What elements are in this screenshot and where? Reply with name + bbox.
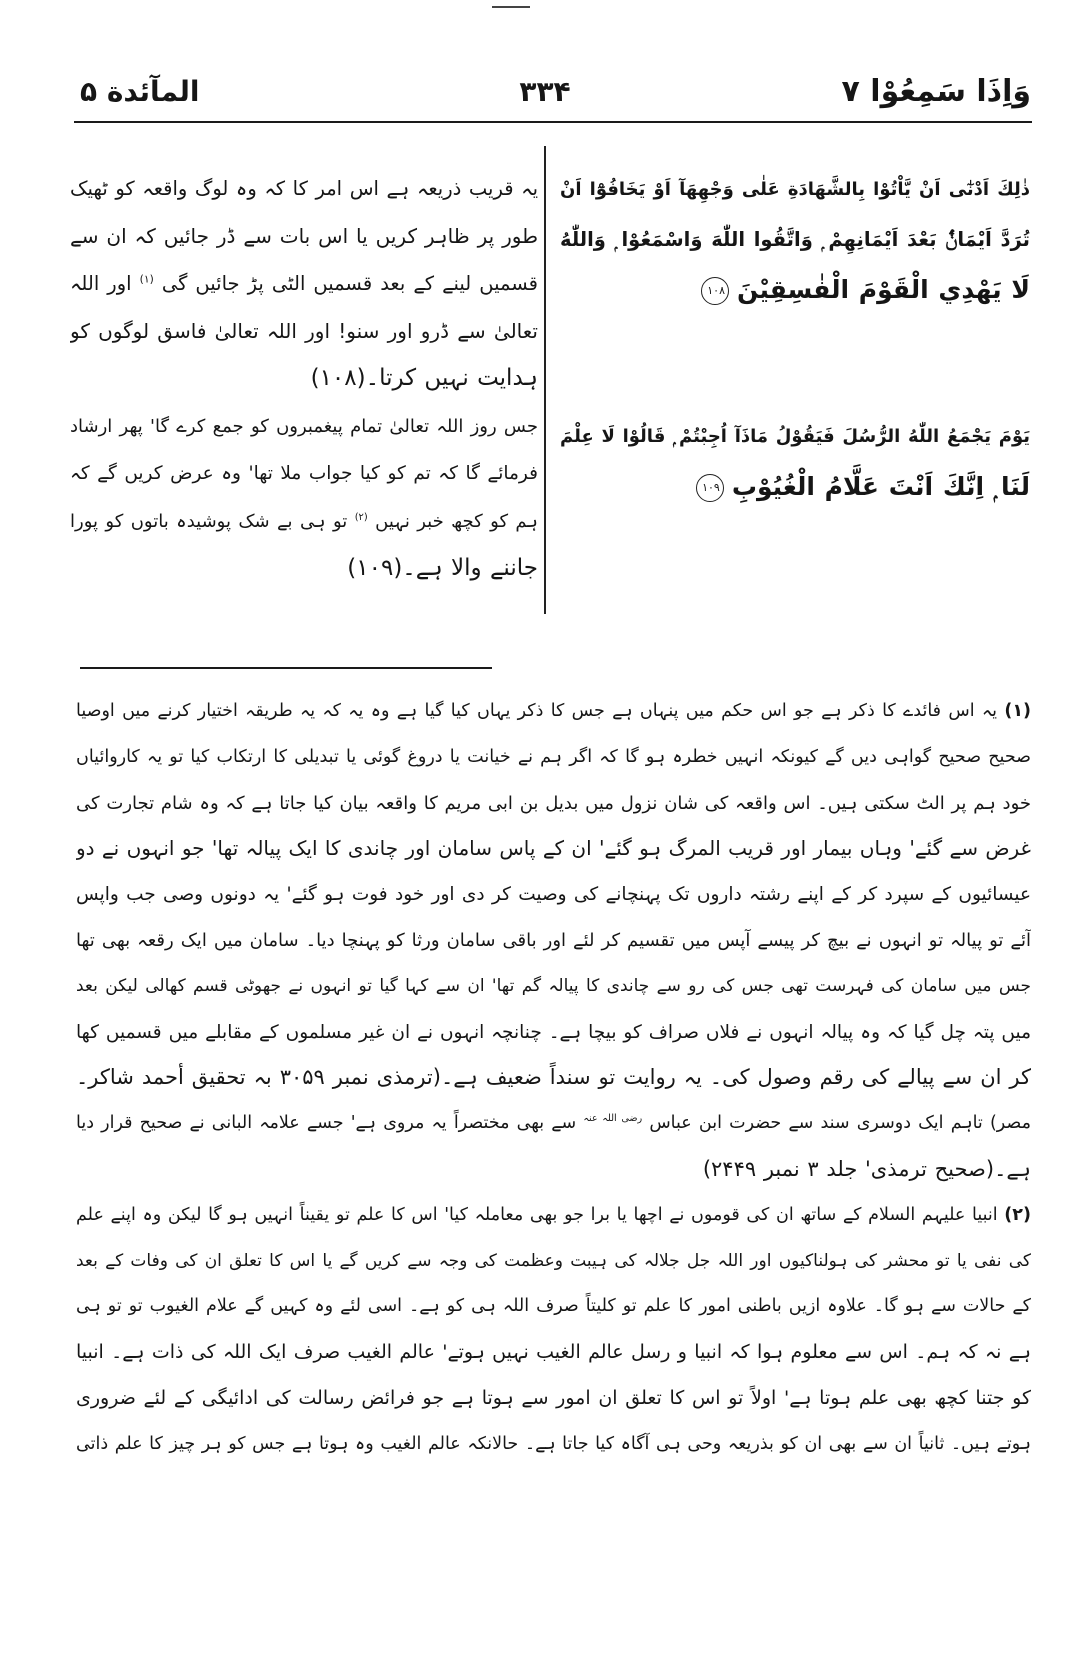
footnote-line: [76, 1193, 1031, 1239]
translation-line: جس روز اللہ تعالیٰ تمام پیغمبروں کو جمع کرے گا' پھر ارشاد: [70, 415, 538, 437]
footnotes: [76, 689, 1031, 1468]
quran-text: لَنَا ۭ اِنَّكَ اَنْتَ عَلَّامُ الْغُيُوْبِ: [731, 472, 1030, 501]
translation-text: تو ہی بے شک پوشیدہ باتوں کو پورا: [70, 510, 348, 532]
column-divider: [544, 146, 546, 614]
quran-line: يَوْمَ يَجْمَعُ اللّٰهُ الرُّسُلَ فَيَقُوْلُ مَاذَآ اُجِبْتُمْ ۭ قَالُوْا لَا عِلْمَ: [560, 426, 1030, 447]
footnote-line: [76, 1101, 1031, 1147]
footnote-text: سے بھی مختصراً یہ مروی ہے' جسے علامہ البانی نے صحیح قرار دیا: [76, 1113, 577, 1134]
translation-line: جاننے والا ہے۔(۱۰۹): [347, 555, 538, 581]
footnote-separator: [80, 667, 492, 669]
footnote-line: کر ان سے پیالے کی رقم وصول کی۔ یہ روایت تو سنداً ضعیف ہے۔(ترمذی نمبر ۳۰۵۹ بہ تحقیق أحمد شاکر۔: [76, 1065, 1031, 1090]
header-rule: [74, 121, 1032, 123]
page-number: ۳۳۴: [519, 75, 571, 108]
footnote-line: ہوتے ہیں۔ ثانیاً ان سے بھی ان کو بذریعہ وحی ہی آگاہ کیا جاتا ہے۔ حالانکہ عالم الغیب وہ ہوتا ہے جس کو ہر چیز کا علم ذاتی: [76, 1433, 1031, 1454]
translation-line: [70, 260, 538, 308]
footnote-line: جس میں سامان کی فہرست تھی جس کی رو سے چاندی کا پیالہ گم تھا' ان سے کہا گیا تو انہوں نے جھوٹی قسم کھالی لیکن بعد: [76, 975, 1031, 996]
footnote-reference: (۲): [354, 511, 368, 523]
translation-text: قسمیں لینے کے بعد قسمیں الٹی پڑ جائیں گی: [161, 272, 538, 295]
ayah-number: ۱۰۸: [701, 277, 729, 305]
ayah-block: [560, 165, 1030, 315]
translation-line: [70, 498, 538, 546]
translation-line: فرمائے گا کہ تم کو کیا جواب ملا تھا' وہ عرض کریں گے کہ: [70, 463, 538, 484]
footnote-line: صحیح صحیح گواہی دیں گے کیونکہ انہیں خطرہ ہو گا کہ اگر ہم نے خیانت یا دروغ گوئی یا تبدیلی کا ارتکاب کیا تو یہ کاروائیاں: [76, 746, 1031, 767]
translation-line: یہ قریب ذریعہ ہے اس امر کا کہ وہ لوگ واقعہ کو ٹھیک: [70, 177, 538, 200]
footnote-line: آئے تو پیالہ تو انہوں نے بیچ کر پیسے آپس میں تقسیم کر لئے اور باقی سامان ورثا کو پہنچا دیا۔ سامان میں ایک رقعہ بھی تھا: [76, 929, 1031, 951]
quran-line: [560, 462, 1030, 512]
footnote-line: کو جتنا کچھ بھی علم ہوتا ہے' اولاً تو اس کا تعلق ان امور سے ہوتا ہے جو فرائض رسالت کی ادائیگی کے لئے ضروری: [76, 1386, 1031, 1409]
footnote-text: انبیا علیہم السلام کے ساتھ ان کی قوموں نے اچھا یا برا جو بھی معاملہ کیا' اس کا علم تو یقیناً انہیں ہو گا لیکن وہ اپنے علم: [76, 1204, 998, 1225]
footnote-line: کے حالات سے ہو گا۔ علاوہ ازیں باطنی امور کا علم تو کلیتاً صرف اللہ ہی کو ہے۔ اسی لئے وہ کہیں گے علام الغیوب تو تو ہی: [76, 1296, 1031, 1317]
translation-text: اور اللہ: [70, 272, 132, 295]
footnote-line: ہے نہ کہ ہم۔ اس سے معلوم ہوا کہ انبیا و رسل عالم الغیب نہیں ہوتے' عالم الغیب صرف ایک اللہ کی ذات ہے۔ انبیا: [76, 1341, 1031, 1364]
translation-column: [70, 165, 538, 593]
footnote-line: غرض سے گئے' وہاں بیمار اور قریب المرگ ہو گئے' ان کے پاس سامان اور چاندی کا ایک پیالہ تھا' جو انہوں نے دو: [76, 836, 1031, 861]
footnote-line: کی نفی یا تو محشر کی ہولناکیوں اور اللہ جل جلالہ کی ہیبت وعظمت کی وجہ سے کریں گے یا اس کا تعلق ان کی وفات کے بعد: [76, 1250, 1031, 1271]
juz-name: وَاِذَا سَمِعُوْا ۷: [841, 74, 1031, 109]
quran-line: تُرَدَّ اَيْمَانٌۢ بَعْدَ اَيْمَانِهِمْ ۭ وَاتَّقُوا اللّٰهَ وَاسْمَعُوْا ۭ وَاللّٰهُ: [560, 228, 1030, 251]
footnote-line: خود ہم پر الٹ سکتی ہیں۔ اس واقعہ کی شان نزول میں بدیل بن ابی مریم کا واقعہ بیان کیا جاتا ہے کہ وہ شام تجارت کی: [76, 792, 1031, 814]
footnote-reference: (۱): [139, 272, 154, 286]
quran-text: لَا يَهْدِي الْقَوْمَ الْفٰسِقِيْنَ: [736, 275, 1030, 304]
ayah-number: ۱۰۹: [696, 474, 724, 502]
quran-line: ذٰلِكَ اَدْنٰٓى اَنْ يَّاْتُوْا بِالشَّهَادَةِ عَلٰى وَجْهِهَآ اَوْ يَخَافُوْٓا اَنْ: [560, 179, 1030, 200]
footnote-line: میں پتہ چل گیا کہ وہ پیالہ انہوں نے فلاں صراف کو بیچا ہے۔ چنانچہ انہوں نے ان غیر مسلموں کے مقابلے میں قسمیں کھا: [76, 1021, 1031, 1043]
translation-text: ہم کو کچھ خبر نہیں: [375, 510, 538, 532]
scan-mark: [492, 6, 530, 8]
quran-line: [560, 265, 1030, 315]
translation-line: تعالیٰ سے ڈرو اور سنو! اور اللہ تعالیٰ فاسق لوگوں کو: [70, 318, 538, 343]
ayah-block: [560, 412, 1030, 512]
surah-name: المآئدة ۵: [80, 75, 200, 108]
footnote-text: مصر) تاہم ایک دوسری سند سے حضرت ابن عباس: [649, 1113, 1031, 1134]
translation-line: طور پر ظاہر کریں یا اس بات سے ڈر جائیں کہ ان سے: [70, 223, 538, 248]
footnote-line: عیسائیوں کے سپرد کر کے اپنے رشتہ داروں تک پہنچانے کی وصیت کر دی اور خود فوت ہو گئے' یہ دونوں وصی جب واپس: [76, 884, 1031, 906]
footnote-line: [76, 689, 1031, 735]
honorific-mark: رضی اللہ عنہ: [583, 1113, 643, 1125]
translation-line: ہدایت نہیں کرتا۔(۱۰۸): [310, 365, 538, 391]
footnote-line: ہے۔(صحیح ترمذی' جلد ۳ نمبر ۲۴۴۹): [702, 1156, 1031, 1181]
footnote-text: یہ اس فائدے کا ذکر ہے جو اس حکم میں پنہاں ہے جس کا ذکر یہاں کیا گیا ہے وہ یہ کہ یہ طریقہ اختیار کرنے میں اوصیا: [76, 701, 997, 721]
footnote-marker: (۲): [1004, 1204, 1031, 1225]
footnote-marker: (۱): [1004, 701, 1031, 721]
